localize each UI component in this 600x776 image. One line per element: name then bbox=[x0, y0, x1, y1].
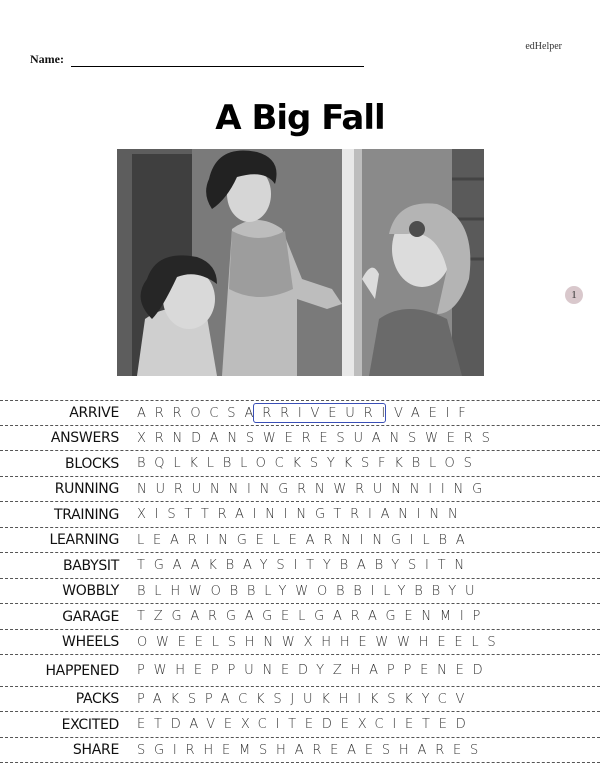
brand-label: edHelper bbox=[525, 41, 562, 52]
puzzle-row bbox=[0, 738, 600, 763]
puzzle-letters: OWEELSHNWXHHEWWHEELS bbox=[137, 634, 505, 650]
puzzle-letters: ETDAVEXCITEDEXCIETED bbox=[137, 717, 475, 732]
word-search-grid bbox=[0, 400, 600, 763]
page-number-badge: 1 bbox=[565, 286, 583, 304]
puzzle-word: LEARNING bbox=[49, 532, 119, 548]
puzzle-word: WHEELS bbox=[62, 634, 119, 650]
puzzle-row bbox=[0, 451, 600, 477]
found-word-highlight bbox=[253, 403, 386, 423]
puzzle-letters: NURUNNINGRNWRUNNIING bbox=[137, 481, 491, 497]
puzzle-letters: PWHEPPUNEDYZHAPPENED bbox=[137, 663, 492, 678]
puzzle-letters: XRNDANSWERESUANSWERS bbox=[137, 430, 499, 446]
puzzle-word: BABYSIT bbox=[62, 557, 119, 574]
puzzle-row bbox=[0, 604, 600, 630]
puzzle-row bbox=[0, 687, 600, 712]
name-label: Name: bbox=[30, 52, 64, 66]
puzzle-word: GARAGE bbox=[62, 608, 119, 625]
puzzle-row bbox=[0, 630, 600, 655]
puzzle-row bbox=[0, 477, 600, 502]
puzzle-letters: XISTTRAININGTRIANINN bbox=[137, 507, 467, 522]
puzzle-word: RUNNING bbox=[54, 481, 119, 497]
puzzle-letters: BQLKLBLOCKSYKSFKBLOS bbox=[137, 456, 481, 471]
puzzle-word: ARRIVE bbox=[69, 405, 119, 421]
puzzle-row bbox=[0, 502, 600, 528]
puzzle-row bbox=[0, 655, 600, 687]
puzzle-word: WOBBLY bbox=[62, 583, 119, 599]
puzzle-word: EXCITED bbox=[61, 716, 119, 733]
puzzle-row bbox=[0, 712, 600, 738]
puzzle-word: BLOCKS bbox=[65, 455, 119, 472]
story-illustration bbox=[117, 149, 484, 376]
puzzle-letters: LEARINGELEARNINGILBA bbox=[137, 532, 474, 548]
puzzle-row bbox=[0, 426, 600, 451]
puzzle-letters: SGIRHEMSHAREAESHARES bbox=[137, 742, 488, 758]
puzzle-row bbox=[0, 553, 600, 579]
puzzle-row bbox=[0, 579, 600, 604]
name-field bbox=[30, 52, 364, 67]
page-title: A Big Fall bbox=[215, 98, 385, 138]
puzzle-letters: TZGARGAGELGARAGENMIP bbox=[137, 609, 490, 624]
puzzle-word: HAPPENED bbox=[45, 662, 119, 679]
name-line bbox=[71, 54, 364, 67]
puzzle-letters: BLHWOBBLYWOBBILYBBYU bbox=[137, 583, 484, 599]
puzzle-word: PACKS bbox=[75, 691, 119, 707]
puzzle-letters: TGAAKBAYSITYBABYSITN bbox=[137, 558, 473, 573]
puzzle-letters: ARROCSARRIVEURIVAEIF bbox=[137, 405, 475, 421]
puzzle-word: SHARE bbox=[72, 742, 119, 758]
puzzle-word: TRAINING bbox=[54, 506, 119, 523]
puzzle-word: ANSWERS bbox=[50, 430, 119, 446]
puzzle-row bbox=[0, 528, 600, 553]
puzzle-letters: PAKSPACKSJUKHIKSKYCV bbox=[137, 691, 474, 707]
